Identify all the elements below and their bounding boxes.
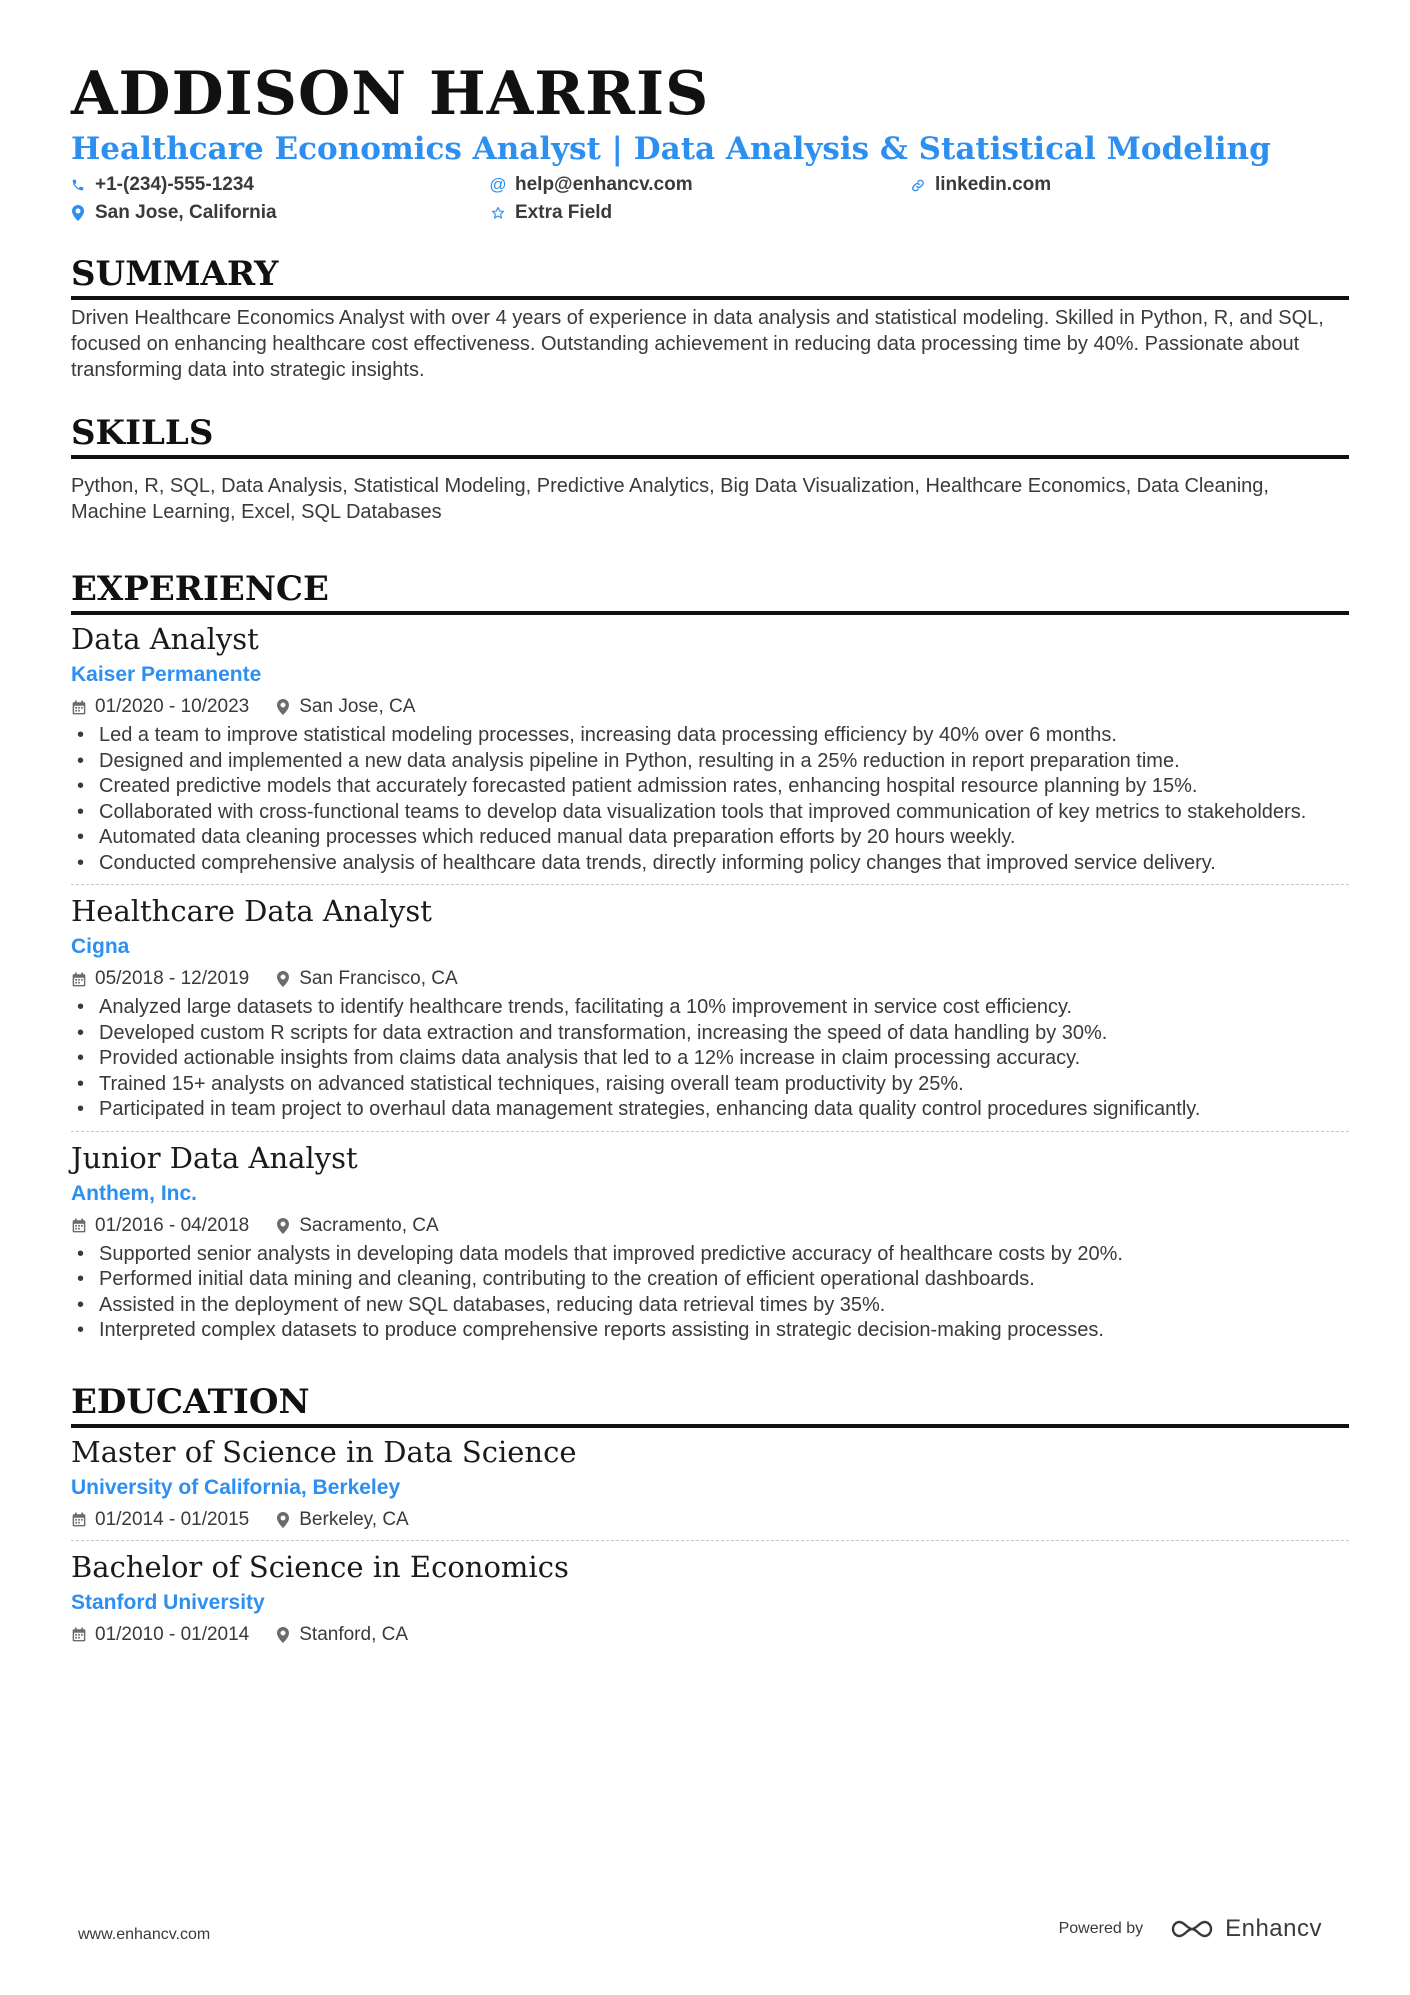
contact-list xyxy=(71,174,1349,224)
education-dates: 01/2014 - 01/2015 xyxy=(95,1508,250,1530)
list-item: • Participated in team project to overhaul data management strategies, enhancing data quality control procedures significantly. xyxy=(71,1097,1349,1123)
list-item: • Supported senior analysts in developing data models that improved predictive accuracy of healthcare costs by 20%. xyxy=(71,1242,1349,1268)
job-dates: 01/2016 - 04/2018 xyxy=(95,1214,250,1236)
job-dates: 01/2020 - 10/2023 xyxy=(95,696,250,717)
footer-branding[interactable] xyxy=(1059,1915,1322,1943)
at-icon: @ xyxy=(489,175,507,194)
job-location xyxy=(275,968,457,990)
footer-website[interactable]: www.enhancv.com xyxy=(78,1926,211,1943)
location-pin-icon xyxy=(275,1217,291,1235)
contact-email[interactable] xyxy=(491,174,911,196)
phone-text: +1-(234)-555-1234 xyxy=(95,174,254,195)
summary-text: Driven Healthcare Economics Analyst with over 4 years of experience in data analysis and statistical modeling. Skilled in Python, R, and SQL, focused on enhancing healthcare cost effectiveness. Outstanding achievement in reducing data processing time by 40%. Passionate about transforming data into strategic insights. xyxy=(71,307,1324,381)
job-entry xyxy=(71,621,1349,876)
company-name: Kaiser Permanente xyxy=(71,663,262,686)
job-location xyxy=(275,696,415,718)
list-item: • Trained 15+ analysts on advanced statistical techniques, raising overall team productivity by 25%. xyxy=(71,1072,1349,1098)
brand-name: Enhancv xyxy=(1225,1915,1322,1942)
location-pin-icon xyxy=(71,205,85,221)
location-text: San Jose, California xyxy=(95,202,277,223)
section-title-skills: SKILLS xyxy=(71,413,1349,459)
company-name: Anthem, Inc. xyxy=(71,1181,198,1205)
job-location-text: San Jose, CA xyxy=(299,696,416,717)
contact-extra xyxy=(491,202,911,224)
summary-section xyxy=(71,254,1349,383)
education-section xyxy=(71,1382,1349,1647)
education-location xyxy=(275,1624,408,1646)
calendar-icon xyxy=(71,970,87,988)
list-item: • Automated data cleaning processes which reduced manual data preparation efforts by 20 hours weekly. xyxy=(71,825,1349,851)
list-item: • Led a team to improve statistical modeling processes, increasing data processing efficiency by 40% over 6 months. xyxy=(71,723,1349,749)
job-meta xyxy=(71,695,1349,719)
education-location-text: Stanford, CA xyxy=(299,1623,409,1645)
job-title: Healthcare Data Analyst xyxy=(71,894,432,928)
list-item: • Designed and implemented a new data analysis pipeline in Python, resulting in a 25% reduction in report preparation time. xyxy=(71,749,1349,775)
location-pin-icon xyxy=(275,1626,291,1644)
section-title-experience: EXPERIENCE xyxy=(71,569,1349,615)
education-meta xyxy=(71,1623,1349,1647)
job-location xyxy=(275,1215,438,1237)
degree-title: Master of Science in Data Science xyxy=(71,1434,577,1469)
calendar-icon xyxy=(71,1511,87,1529)
school-name: Stanford University xyxy=(71,1590,265,1614)
job-title: Junior Data Analyst xyxy=(71,1140,358,1175)
section-title-education: EDUCATION xyxy=(71,1382,1349,1428)
list-item: • Performed initial data mining and cleaning, contributing to the creation of efficient operational dashboards. xyxy=(71,1267,1349,1293)
list-item: • Created predictive models that accurately forecasted patient admission rates, enhancing hospital resource planning by 15%. xyxy=(71,774,1349,800)
job-bullets xyxy=(71,995,1349,1123)
calendar-icon xyxy=(71,1217,87,1235)
job-dates: 05/2018 - 12/2019 xyxy=(95,968,250,989)
phone-icon xyxy=(71,177,85,193)
education-dates: 01/2010 - 01/2014 xyxy=(95,1623,250,1645)
skills-section xyxy=(71,413,1349,525)
calendar-icon xyxy=(71,698,87,716)
contact-linkedin[interactable] xyxy=(911,174,1331,196)
job-bullets xyxy=(71,723,1349,876)
candidate-name: ADDISON HARRIS xyxy=(71,59,710,129)
headline: Healthcare Economics Analyst | Data Analysis & Statistical Modeling xyxy=(71,131,1271,167)
powered-by-text: Powered by xyxy=(1058,1920,1144,1937)
list-item: • Provided actionable insights from claims data analysis that led to a 12% increase in claim processing accuracy. xyxy=(71,1046,1349,1072)
job-meta xyxy=(71,1214,1349,1238)
job-location-text: San Francisco, CA xyxy=(299,968,458,989)
link-icon xyxy=(911,177,925,193)
contact-location xyxy=(71,202,491,224)
enhancv-logo-icon xyxy=(1169,1917,1215,1941)
education-location-text: Berkeley, CA xyxy=(299,1508,409,1530)
job-bullets xyxy=(71,1242,1349,1344)
education-location xyxy=(275,1509,408,1531)
extra-field-text: Extra Field xyxy=(515,202,613,223)
resume-page xyxy=(71,58,1349,1647)
location-pin-icon xyxy=(275,970,291,988)
education-entry xyxy=(71,1434,1349,1532)
list-item: • Interpreted complex datasets to produce comprehensive reports assisting in strategic decision-making processes. xyxy=(71,1318,1349,1344)
job-title: Data Analyst xyxy=(71,622,259,656)
list-item: • Collaborated with cross-functional teams to develop data visualization tools that improved communication of key metrics to stakeholders. xyxy=(71,800,1349,826)
company-name: Cigna xyxy=(71,935,130,958)
list-item: • Assisted in the deployment of new SQL databases, reducing data retrieval times by 35%. xyxy=(71,1293,1349,1319)
degree-title: Bachelor of Science in Economics xyxy=(71,1549,569,1584)
contact-phone[interactable] xyxy=(71,174,491,196)
experience-section xyxy=(71,569,1349,1344)
job-entry xyxy=(71,893,1349,1123)
education-meta xyxy=(71,1508,1349,1532)
location-pin-icon xyxy=(275,1511,291,1529)
section-title-summary: SUMMARY xyxy=(71,254,1349,300)
list-item: • Analyzed large datasets to identify healthcare trends, facilitating a 10% improvement in service cost efficiency. xyxy=(71,995,1349,1021)
email-text: help@enhancv.com xyxy=(515,174,693,195)
job-entry xyxy=(71,1140,1349,1344)
job-meta xyxy=(71,967,1349,991)
skills-text: Python, R, SQL, Data Analysis, Statistical Modeling, Predictive Analytics, Big Data Visualization, Healthcare Economics, Data Cleaning, Machine Learning, Excel, SQL Databases xyxy=(71,475,1269,523)
entry-divider xyxy=(71,884,1349,885)
linkedin-text: linkedin.com xyxy=(935,174,1052,195)
list-item: • Developed custom R scripts for data extraction and transformation, increasing the speed of data handling by 30%. xyxy=(71,1021,1349,1047)
school-name: University of California, Berkeley xyxy=(71,1475,401,1499)
location-pin-icon xyxy=(275,698,291,716)
star-icon xyxy=(491,205,505,221)
list-item: • Conducted comprehensive analysis of healthcare data trends, directly informing policy changes that improved service delivery. xyxy=(71,851,1349,877)
entry-divider xyxy=(71,1131,1349,1132)
job-location-text: Sacramento, CA xyxy=(299,1214,439,1236)
entry-divider xyxy=(71,1540,1349,1541)
calendar-icon xyxy=(71,1626,87,1644)
education-entry xyxy=(71,1549,1349,1647)
